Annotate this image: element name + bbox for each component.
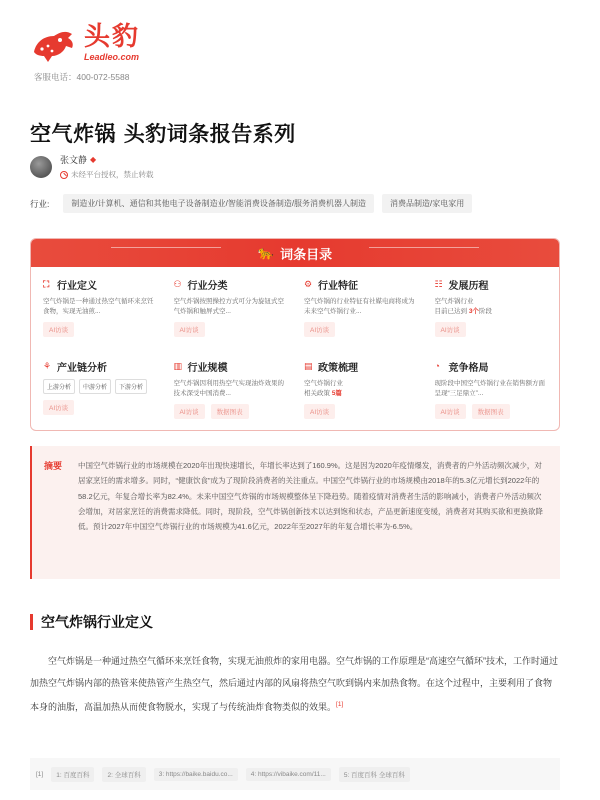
industry-label: 行业: bbox=[30, 198, 50, 209]
catalog-item-desc: 空气炸锅因利用热空气实现油炸效果的技术深受中国消费... bbox=[173, 380, 284, 397]
catalog-item-desc: 空气炸锅行业 相关政策 5篇 bbox=[304, 380, 343, 397]
upstream-chip[interactable]: 上游分析 bbox=[43, 379, 75, 394]
definition-paragraph bbox=[30, 650, 560, 718]
hotline-text: 客服电话：400-072-5588 bbox=[34, 72, 130, 82]
author-name: 张文静 bbox=[60, 155, 88, 165]
no-entry-icon bbox=[60, 171, 68, 179]
ai-interview-tag[interactable]: AI访谈 bbox=[43, 322, 74, 337]
industry-row bbox=[30, 194, 472, 213]
catalog-item-competition[interactable] bbox=[435, 359, 548, 431]
section-title: 空气炸锅行业定义 bbox=[41, 615, 153, 631]
section-bar bbox=[30, 614, 33, 630]
reference-item[interactable]: 2: 全球百科 bbox=[102, 767, 145, 782]
data-chart-tag[interactable]: 数据图表 bbox=[211, 404, 249, 419]
catalog-item-definition[interactable] bbox=[43, 277, 156, 359]
ai-interview-tag[interactable]: AI访谈 bbox=[174, 404, 205, 419]
ai-interview-tag[interactable]: AI访谈 bbox=[435, 404, 466, 419]
downstream-chip[interactable]: 下游分析 bbox=[115, 379, 147, 394]
catalog-title: 词条目录 bbox=[280, 247, 333, 263]
leopard-logo-icon bbox=[30, 22, 78, 66]
industry-tag[interactable]: 制造业/计算机、通信和其他电子设备制造业/智能消费设备制造/服务消费机器人制造 bbox=[63, 194, 374, 213]
catalog-panel bbox=[30, 238, 560, 431]
catalog-item-desc: 现阶段中国空气炸锅行业在销售额方面呈现“三足鼎立”... bbox=[434, 380, 545, 397]
data-chart-tag[interactable]: 数据图表 bbox=[472, 404, 510, 419]
definition-icon: ⛶ bbox=[43, 279, 50, 289]
references-bar bbox=[30, 758, 560, 790]
brand-domain: Leadleo.com bbox=[84, 52, 140, 62]
chain-icon: ⚘ bbox=[43, 361, 52, 371]
catalog-item-history[interactable] bbox=[435, 277, 548, 359]
summary-box bbox=[30, 446, 560, 579]
midstream-chip[interactable]: 中游分析 bbox=[79, 379, 111, 394]
catalog-item-feature[interactable] bbox=[304, 277, 417, 359]
catalog-item-title: 产业链分析 bbox=[57, 363, 107, 374]
summary-text: 中国空气炸锅行业的市场规模在2020年出现快速增长，年增长率达到了160.9%。这是因为2020年疫情爆发，消费者的户外活动频次减少，对居家烹饪的需求增多。同时，“健康饮食”成为了现阶段消费者的关注重点。中国空气炸锅行业的市场规模由2018年的5.3亿元增长到2022年的58.2亿元，年复合增长率为82.4%。未来中国空气炸锅的市场规模整体呈下降趋势。随着疫情对消费者生活的影响减小，消费者户外活动频次会增加，对居家烹饪的消费需求降低。同时，现阶段，空气炸锅创新技术以达到饱和状态，产品更新速度变缓，消费者对其购买欲和更换欲降低。预计2027年中国空气炸锅行业的市场规模为41.6亿元，2022年至2027年的年复合增长率为-6.5%。 bbox=[78, 461, 544, 532]
catalog-item-chain[interactable] bbox=[43, 359, 156, 431]
footnote-link[interactable]: [1] bbox=[336, 701, 344, 708]
catalog-item-title: 竞争格局 bbox=[448, 363, 489, 374]
catalog-item-title: 发展历程 bbox=[448, 281, 489, 292]
brand-name: 头豹 bbox=[84, 22, 141, 52]
catalog-header bbox=[31, 239, 559, 267]
section-heading bbox=[30, 612, 153, 632]
catalog-item-title: 政策梳理 bbox=[318, 363, 358, 374]
catalog-item-desc: 空气炸锅按照操控方式可分为旋钮式空气炸锅和触屏式空... bbox=[173, 298, 284, 315]
ai-interview-tag[interactable]: AI访谈 bbox=[174, 322, 205, 337]
policy-icon: ▤ bbox=[304, 361, 313, 371]
catalog-item-policy[interactable] bbox=[304, 359, 417, 431]
author-block bbox=[30, 153, 154, 180]
industry-tag[interactable]: 消费品制造/家电家用 bbox=[382, 194, 472, 213]
verified-icon: ◆ bbox=[90, 155, 97, 164]
catalog-item-title: 行业规模 bbox=[187, 363, 228, 374]
ai-interview-tag[interactable]: AI访谈 bbox=[304, 322, 335, 337]
catalog-item-scale[interactable] bbox=[174, 359, 287, 431]
copyright-note: 未经平台授权，禁止转载 bbox=[71, 170, 154, 179]
classification-icon: ⚇ bbox=[173, 279, 182, 289]
summary-label: 摘要 bbox=[44, 461, 63, 471]
reference-index: [1] bbox=[36, 770, 44, 778]
catalog-item-title: 行业分类 bbox=[187, 281, 228, 292]
feature-icon: ⚙ bbox=[304, 279, 313, 289]
history-icon: ☷ bbox=[434, 279, 443, 289]
definition-text: 空气炸锅是一种通过热空气循环来烹饪食物，实现无油煎炸的家用电器。空气炸锅的工作原理是“高速空气循环”技术，工作时通过加热空气炸锅内部的热管来使热管产生热空气，然后通过内部的风扇将热空气吹到锅内来加热食物。在这个过程中，主要利用了食物本身的油脂，高温加热从而使食物脱水，实现了与传统油炸食物类似的效果。 bbox=[30, 656, 558, 712]
catalog-item-desc: 空气炸锅行业 目前已达到 3个阶段 bbox=[434, 298, 492, 315]
ai-interview-tag[interactable]: AI访谈 bbox=[43, 400, 74, 415]
reference-item[interactable]: 5: 百度百科 全球百科 bbox=[339, 767, 410, 782]
leopard-icon: 🐆 bbox=[257, 245, 275, 261]
pie-chart-icon: ◔ bbox=[434, 361, 440, 371]
bar-chart-icon: ▥ bbox=[173, 361, 183, 371]
catalog-item-desc: 空气炸锅是一种通过热空气循环来烹饪食物，实现无油煎... bbox=[43, 298, 154, 315]
brand-header bbox=[30, 22, 140, 83]
catalog-item-title: 行业特征 bbox=[318, 281, 358, 292]
report-title: 空气炸锅 头豹词条报告系列 bbox=[30, 122, 296, 146]
reference-item[interactable]: 1: 百度百科 bbox=[51, 767, 94, 782]
catalog-item-title: 行业定义 bbox=[57, 281, 97, 292]
reference-item[interactable]: 4: https://vibaike.com/11... bbox=[246, 768, 331, 781]
catalog-item-classification[interactable] bbox=[174, 277, 287, 359]
reference-item[interactable]: 3: https://baike.baidu.co... bbox=[154, 768, 238, 781]
ai-interview-tag[interactable]: AI访谈 bbox=[304, 404, 335, 419]
catalog-item-desc: 空气炸锅的行业特征有社媒电商将成为未来空气炸锅行业... bbox=[304, 298, 415, 315]
avatar bbox=[30, 156, 52, 178]
ai-interview-tag[interactable]: AI访谈 bbox=[435, 322, 466, 337]
